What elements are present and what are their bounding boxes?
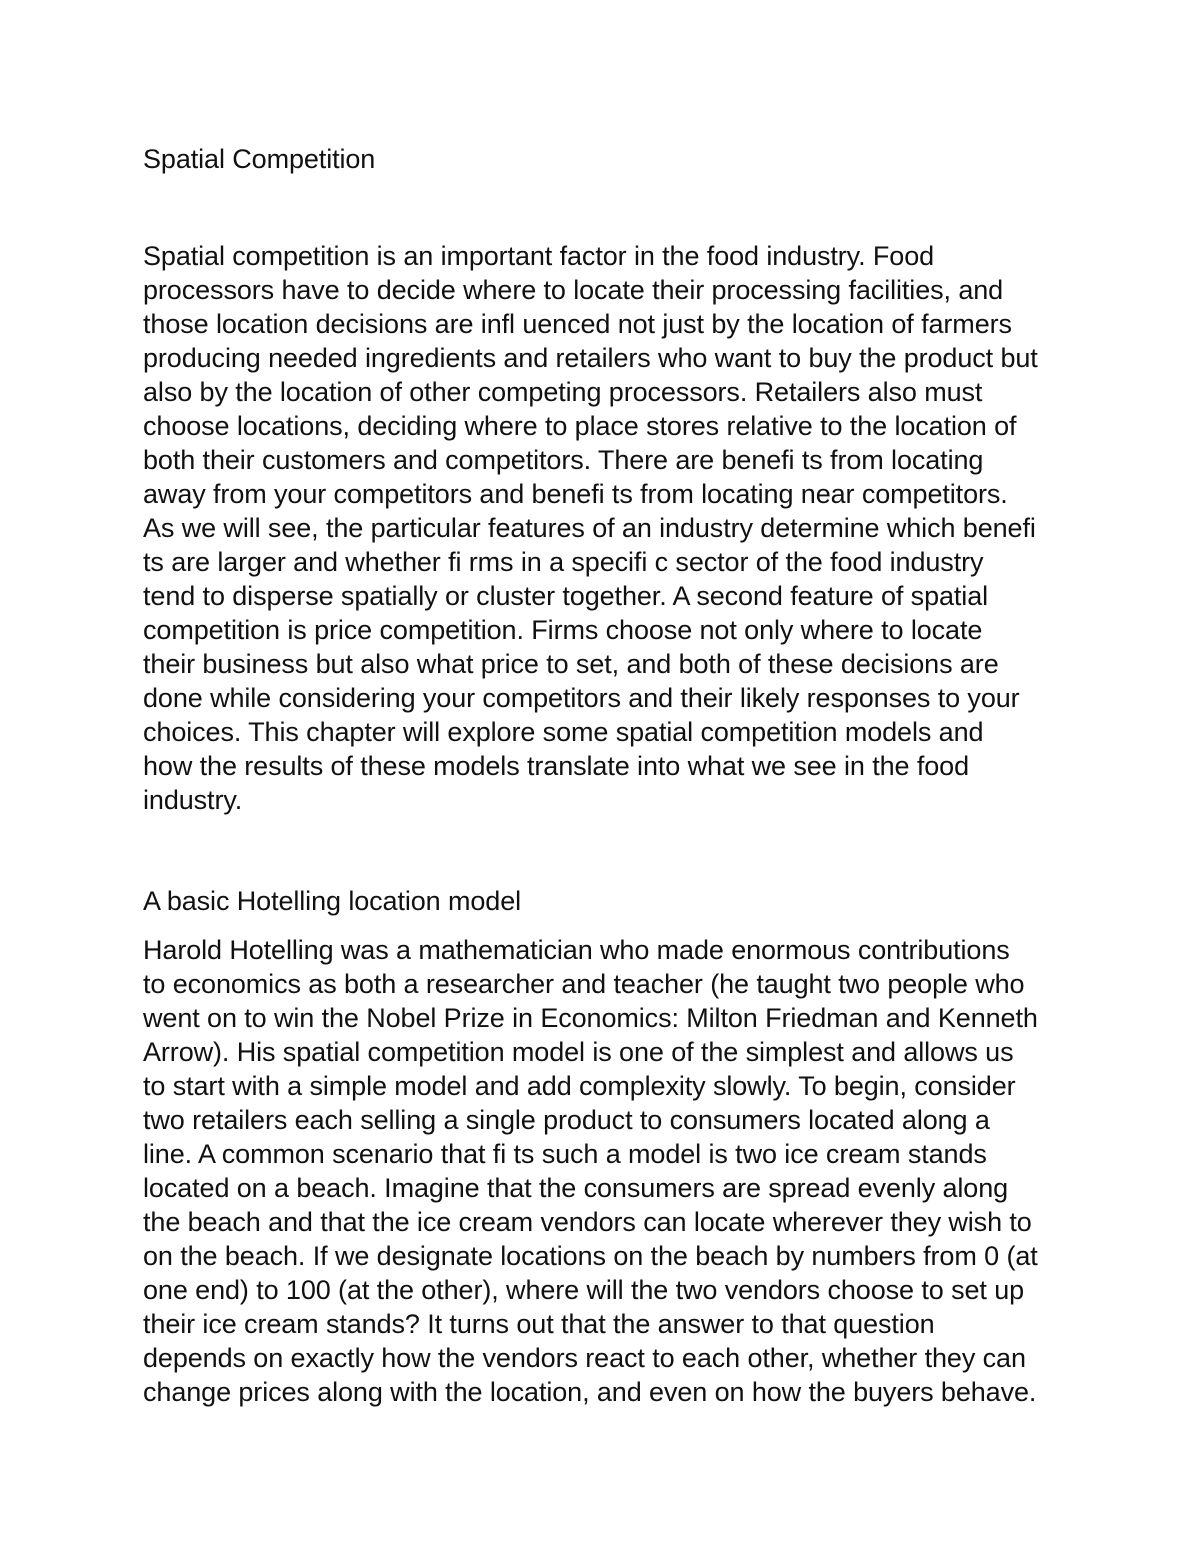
paragraph-line: Spatial competition is an important factor in the food industry. Food — [143, 241, 935, 271]
paragraph-line: industry. — [143, 785, 243, 815]
paragraph-line: competition is price competition. Firms choose not only where to locate — [143, 615, 983, 645]
paragraph-line: Harold Hotelling was a mathematician who made enormous contributions — [143, 935, 1010, 965]
section-heading: A basic Hotelling location model — [143, 886, 522, 916]
paragraph-line: to economics as both a researcher and teacher (he taught two people who — [143, 969, 1025, 999]
paragraph-line: line. A common scenario that fi ts such a model is two ice cream stands — [143, 1139, 987, 1169]
document-title: Spatial Competition — [143, 144, 376, 174]
paragraph-line: change prices along with the location, and even on how the buyers behave. — [143, 1377, 1037, 1407]
paragraph-line: ts are larger and whether fi rms in a specifi c sector of the food industry — [143, 547, 984, 577]
paragraph-line: also by the location of other competing processors. Retailers also must — [143, 377, 983, 407]
paragraph-line: one end) to 100 (at the other), where will the two vendors choose to set up — [143, 1275, 1025, 1305]
paragraph-line: their business but also what price to set, and both of these decisions are — [143, 649, 999, 679]
paragraph-line: on the beach. If we designate locations on the beach by numbers from 0 (at — [143, 1241, 1038, 1271]
paragraph-line: to start with a simple model and add complexity slowly. To begin, consider — [143, 1071, 1016, 1101]
paragraph-line: depends on exactly how the vendors react to each other, whether they can — [143, 1343, 1026, 1373]
paragraph-line: As we will see, the particular features of an industry determine which benefi — [143, 513, 1036, 543]
paragraph-line: choose locations, deciding where to place stores relative to the location of — [143, 411, 1017, 441]
paragraph-line: how the results of these models translate into what we see in the food — [143, 751, 969, 781]
paragraph-line: producing needed ingredients and retailers who want to buy the product but — [143, 343, 1038, 373]
paragraph-line: Arrow). His spatial competition model is one of the simplest and allows us — [143, 1037, 1014, 1067]
paragraph-line: those location decisions are infl uenced not just by the location of farmers — [143, 309, 1012, 339]
paragraph-line: away from your competitors and benefi ts from locating near competitors. — [143, 479, 1008, 509]
paragraph-line: choices. This chapter will explore some spatial competition models and — [143, 717, 984, 747]
paragraph-line: went on to win the Nobel Prize in Economics: Milton Friedman and Kenneth — [143, 1003, 1038, 1033]
paragraph-line: two retailers each selling a single product to consumers located along a — [143, 1105, 990, 1135]
paragraph-line: processors have to decide where to locate their processing facilities, and — [143, 275, 1004, 305]
paragraph-line: located on a beach. Imagine that the consumers are spread evenly along — [143, 1173, 1009, 1203]
paragraph-line: done while considering your competitors and their likely responses to your — [143, 683, 1020, 713]
paragraph-line: their ice cream stands? It turns out that the answer to that question — [143, 1309, 935, 1339]
paragraph-line: tend to disperse spatially or cluster together. A second feature of spatial — [143, 581, 989, 611]
paragraph-line: both their customers and competitors. There are benefi ts from locating — [143, 445, 984, 475]
paragraph-line: the beach and that the ice cream vendors can locate wherever they wish to — [143, 1207, 1032, 1237]
